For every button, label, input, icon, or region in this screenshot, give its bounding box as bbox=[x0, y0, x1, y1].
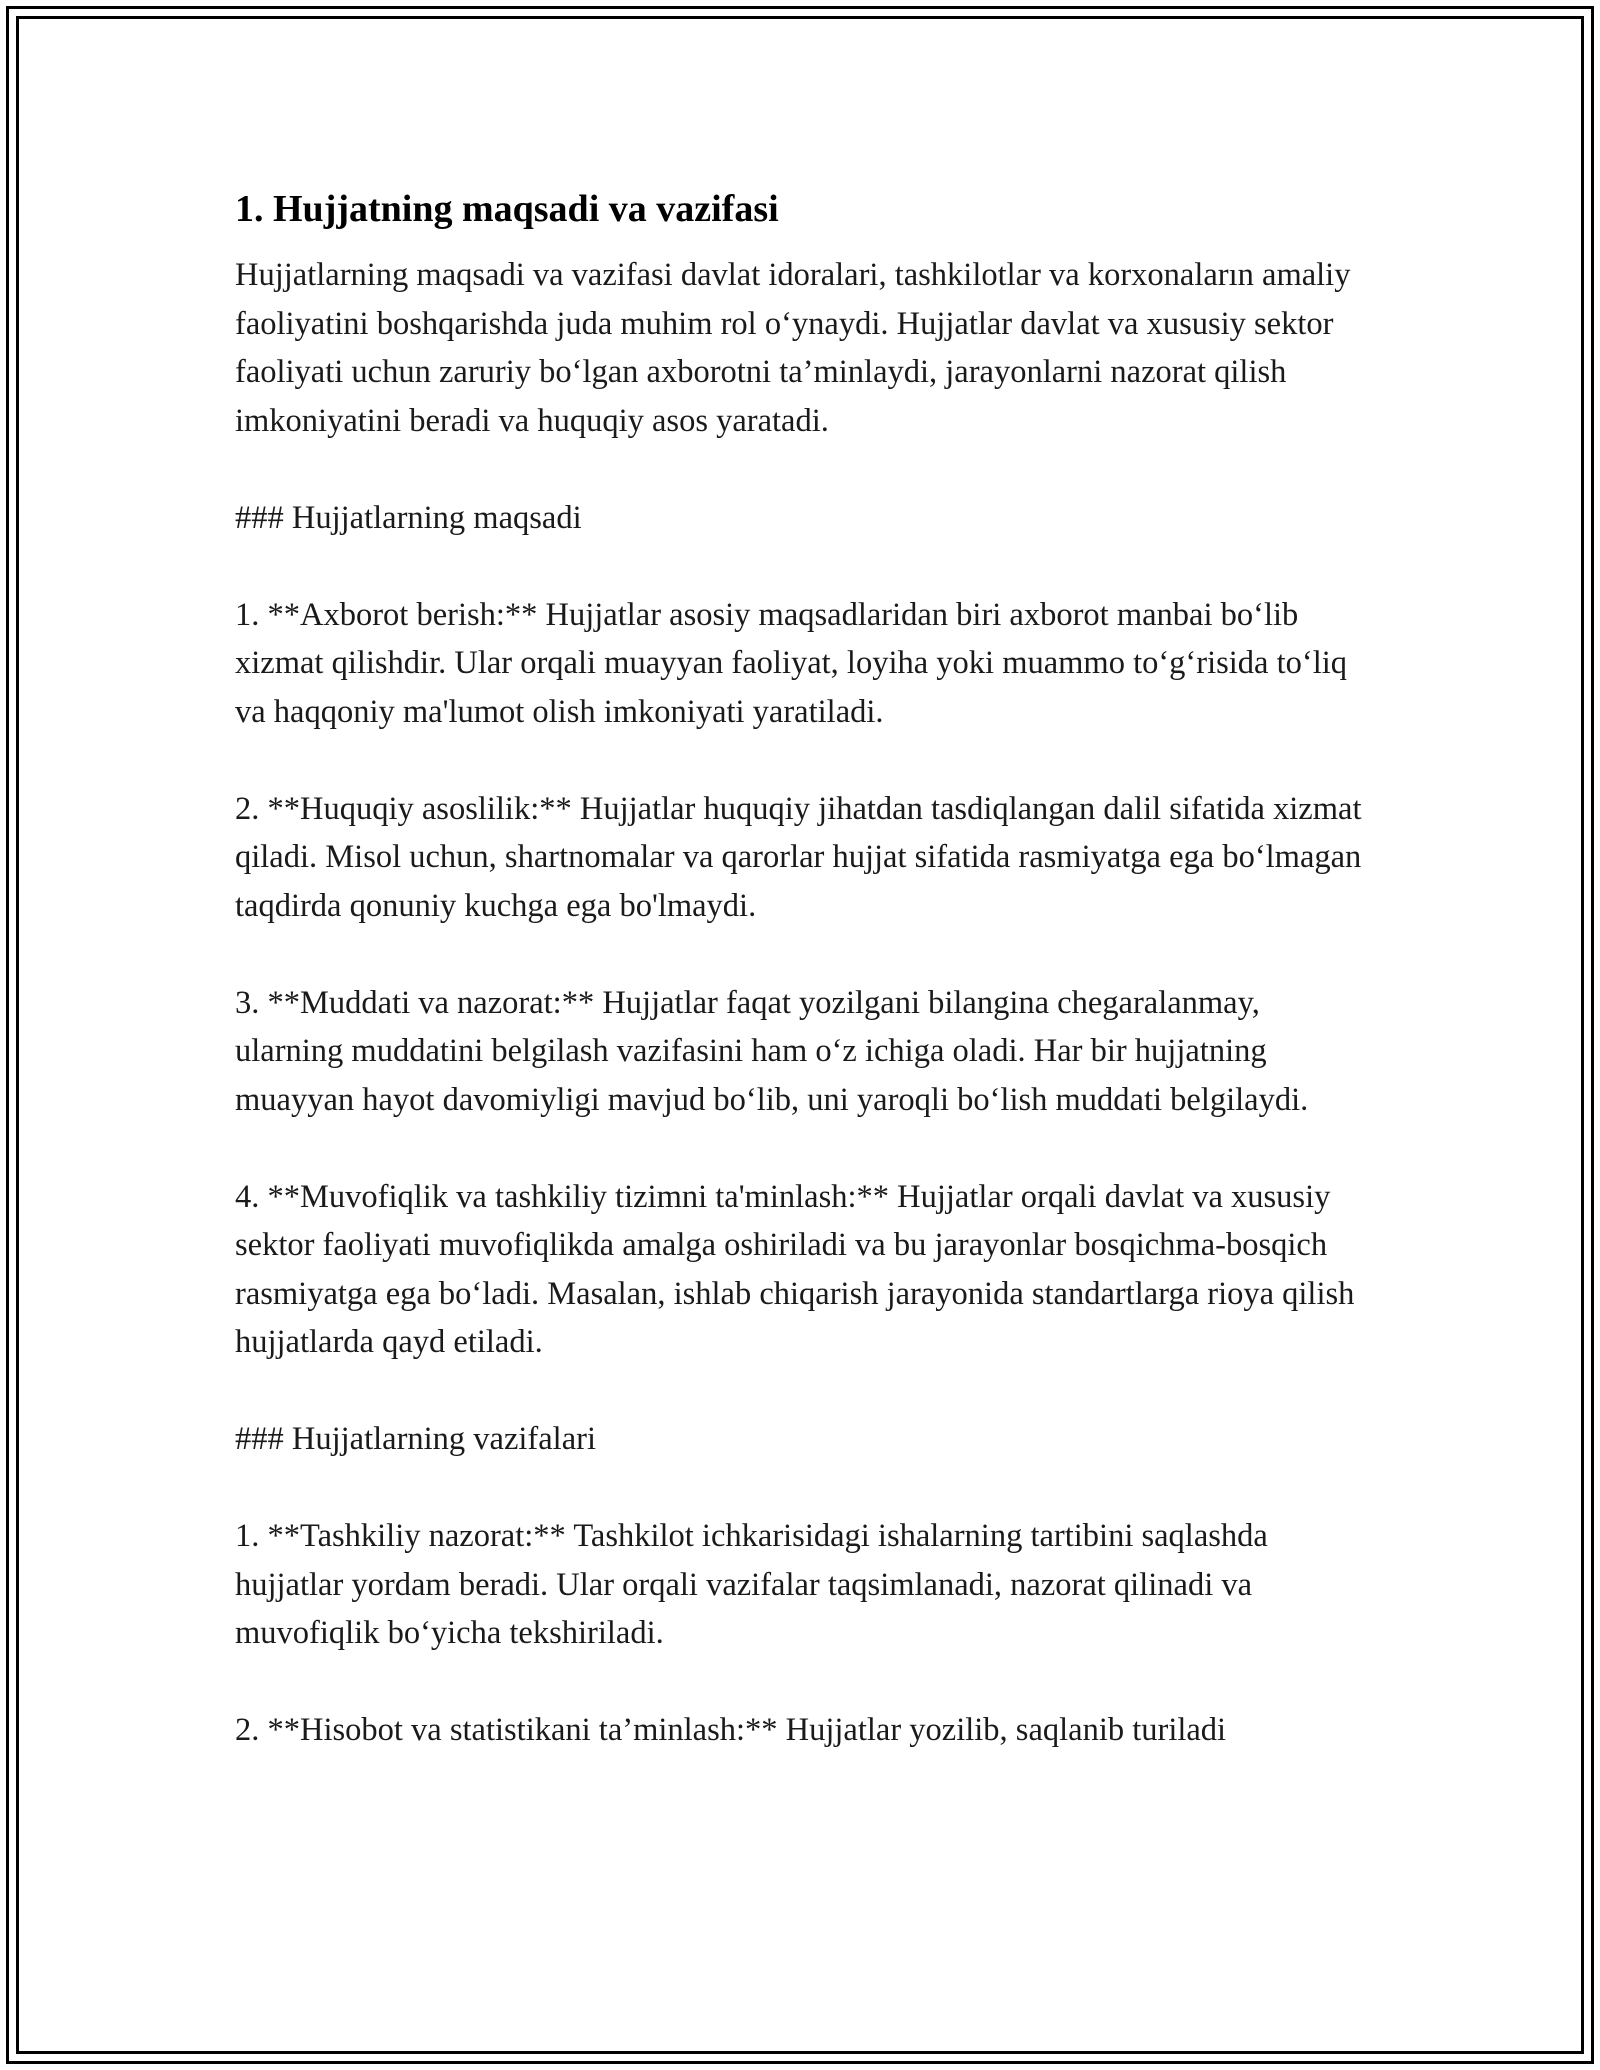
list-item-hisobot: 2. **Hisobot va statistikani ta’minlash:** Hujjatlar yozilib, saqlanib turiladi bbox=[235, 1712, 1227, 1748]
intro-paragraph: Hujjatlarning maqsadi va vazifasi davlat idoralari, tashkilotlar va korxonaların amaliy faoliyatini boshqarishda juda muhim rol o‘ynaydi. Hujjatlar davlat va xususiy sektor faoliyati uchun zaruriy bo‘lgan axborotni ta’minlaydi, jarayonlarni nazorat qilish imkoniyatini beradi va huquqiy asos yaratadi. bbox=[235, 257, 1351, 439]
list-item-axborot-berish: 1. **Axborot berish:** Hujjatlar asosiy maqsadlaridan biri axborot manbai bo‘lib xizmat qilishdir. Ular orqali muayyan faoliyat, loyiha yoki muammo to‘g‘risida to‘liq va haqqoniy ma'lumot olish imkoniyati yaratiladi. bbox=[235, 596, 1347, 730]
list-item-muddati-va-nazorat: 3. **Muddati va nazorat:** Hujjatlar faqat yozilgani bilangina chegaralanmay, ularning muddatini belgilash vazifasini ham o‘z ichiga oladi. Har bir hujjatning muayyan hayot davomiyligi mavjud bo‘lib, uni yaroqli bo‘lish muddati belgilaydi. bbox=[235, 984, 1309, 1118]
section-heading-maqsadi: ### Hujjatlarning maqsadi bbox=[235, 499, 582, 536]
document-title: 1. Hujjatning maqsadi va vazifasi bbox=[235, 188, 779, 230]
document-body bbox=[235, 185, 1375, 1803]
section-heading-vazifalari: ### Hujjatlarning vazifalari bbox=[235, 1421, 596, 1457]
list-item-tashkiliy-nazorat: 1. **Tashkiliy nazorat:** Tashkilot ichkarisidagi ishalarning tartibini saqlashda hujjatlar yordam beradi. Ular orqali vazifalar taqsimlanadi, nazorat qilinadi va muvofiqlik bo‘yicha tekshiriladi. bbox=[235, 1518, 1268, 1651]
list-item-muvofiqlik: 4. **Muvofiqlik va tashkiliy tizimni ta'minlash:** Hujjatlar orqali davlat va xususiy sektor faoliyati muvofiqlikda amalga oshiriladi va bu jarayonlar bosqichma-bosqich rasmiyatga ega bo‘ladi. Masalan, ishlab chiqarish jarayonida standartlarga rioya qilish hujjatlarda qayd etiladi. bbox=[235, 1178, 1355, 1360]
list-item-huquqiy-asoslilik: 2. **Huquqiy asoslilik:** Hujjatlar huquqiy jihatdan tasdiqlangan dalil sifatida xizmat qiladi. Misol uchun, shartnomalar va qarorlar hujjat sifatida rasmiyatga ega bo‘lmagan taqdirda qonuniy kuchga ega bo'lmaydi. bbox=[235, 790, 1362, 924]
